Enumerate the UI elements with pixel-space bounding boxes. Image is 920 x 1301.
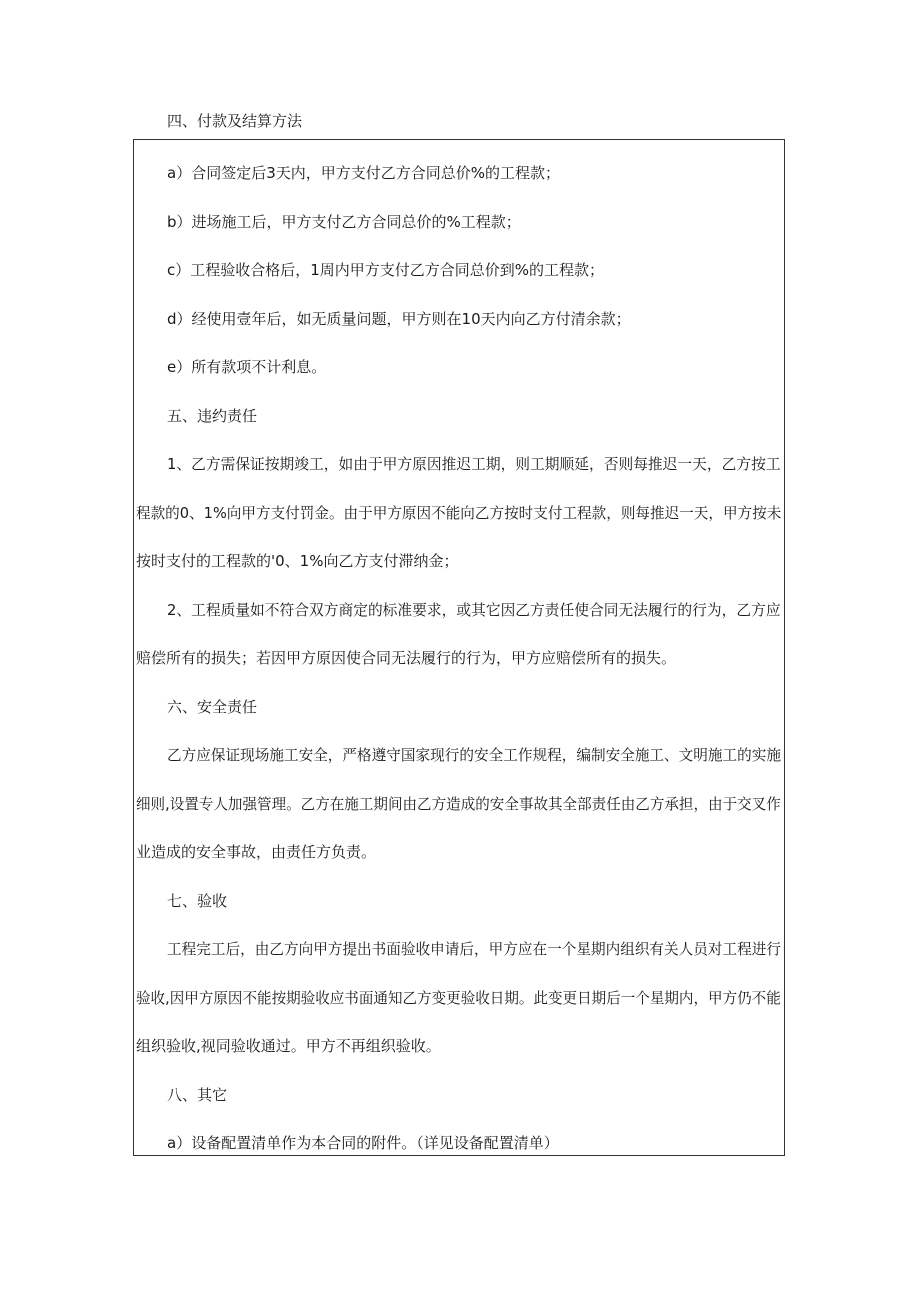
section-6-title: 六、安全责任	[167, 698, 258, 716]
breach-para1-line1: 1、乙方需保证按期竣工，如由于甲方原因推迟工期，则工期顺延，否则每推迟一天，乙方按工	[167, 455, 781, 473]
section-5-title: 五、违约责任	[167, 407, 258, 425]
acceptance-para-line3: 组织验收,视同验收通过。甲方不再组织验收。	[136, 1037, 441, 1055]
acceptance-para-line2: 验收,因甲方原因不能按期验收应书面通知乙方变更验收日期。此变更日期后一个星期内，甲方仍不能	[136, 989, 781, 1007]
acceptance-para-line1: 工程完工后，由乙方向甲方提出书面验收申请后，甲方应在一个星期内组织有关人员对工程进行	[167, 940, 782, 958]
safety-para-line1: 乙方应保证现场施工安全，严格遵守国家现行的安全工作规程，编制安全施工、文明施工的实施	[167, 746, 782, 764]
section-7-title: 七、验收	[167, 892, 228, 910]
payment-item-b: b）进场施工后，甲方支付乙方合同总价的%工程款；	[167, 213, 521, 231]
breach-para1-line3: 按时支付的工程款的'0、1%向乙方支付滞纳金；	[136, 552, 459, 570]
section-8-title: 八、其它	[167, 1086, 228, 1104]
breach-para1-line2: 程款的0、1%向甲方支付罚金。由于甲方原因不能向乙方按时支付工程款，则每推迟一天，甲方按未	[136, 504, 782, 522]
breach-para2-line2: 赔偿所有的损失；若因甲方原因使合同无法履行的行为，甲方应赔偿所有的损失。	[136, 649, 677, 667]
breach-para2-line1: 2、工程质量如不符合双方商定的标准要求，或其它因乙方责任使合同无法履行的行为，乙方应	[167, 601, 781, 619]
payment-item-a: a）合同签定后3天内，甲方支付乙方合同总价%的工程款；	[167, 164, 560, 182]
other-item-a: a）设备配置清单作为本合同的附件。（详见设备配置清单）	[167, 1134, 559, 1152]
payment-item-d: d）经使用壹年后，如无质量问题，甲方则在10天内向乙方付清余款；	[167, 310, 631, 328]
safety-para-line2: 细则,设置专人加强管理。乙方在施工期间由乙方造成的安全事故其全部责任由乙方承担，由于交叉作	[136, 795, 781, 813]
payment-item-c: c）工程验收合格后，1周内甲方支付乙方合同总价到%的工程款；	[167, 261, 605, 279]
safety-para-line3: 业造成的安全事故，由责任方负责。	[136, 843, 377, 861]
section-4-title: 四、付款及结算方法	[167, 112, 303, 130]
payment-item-e: e）所有款项不计利息。	[167, 358, 327, 376]
